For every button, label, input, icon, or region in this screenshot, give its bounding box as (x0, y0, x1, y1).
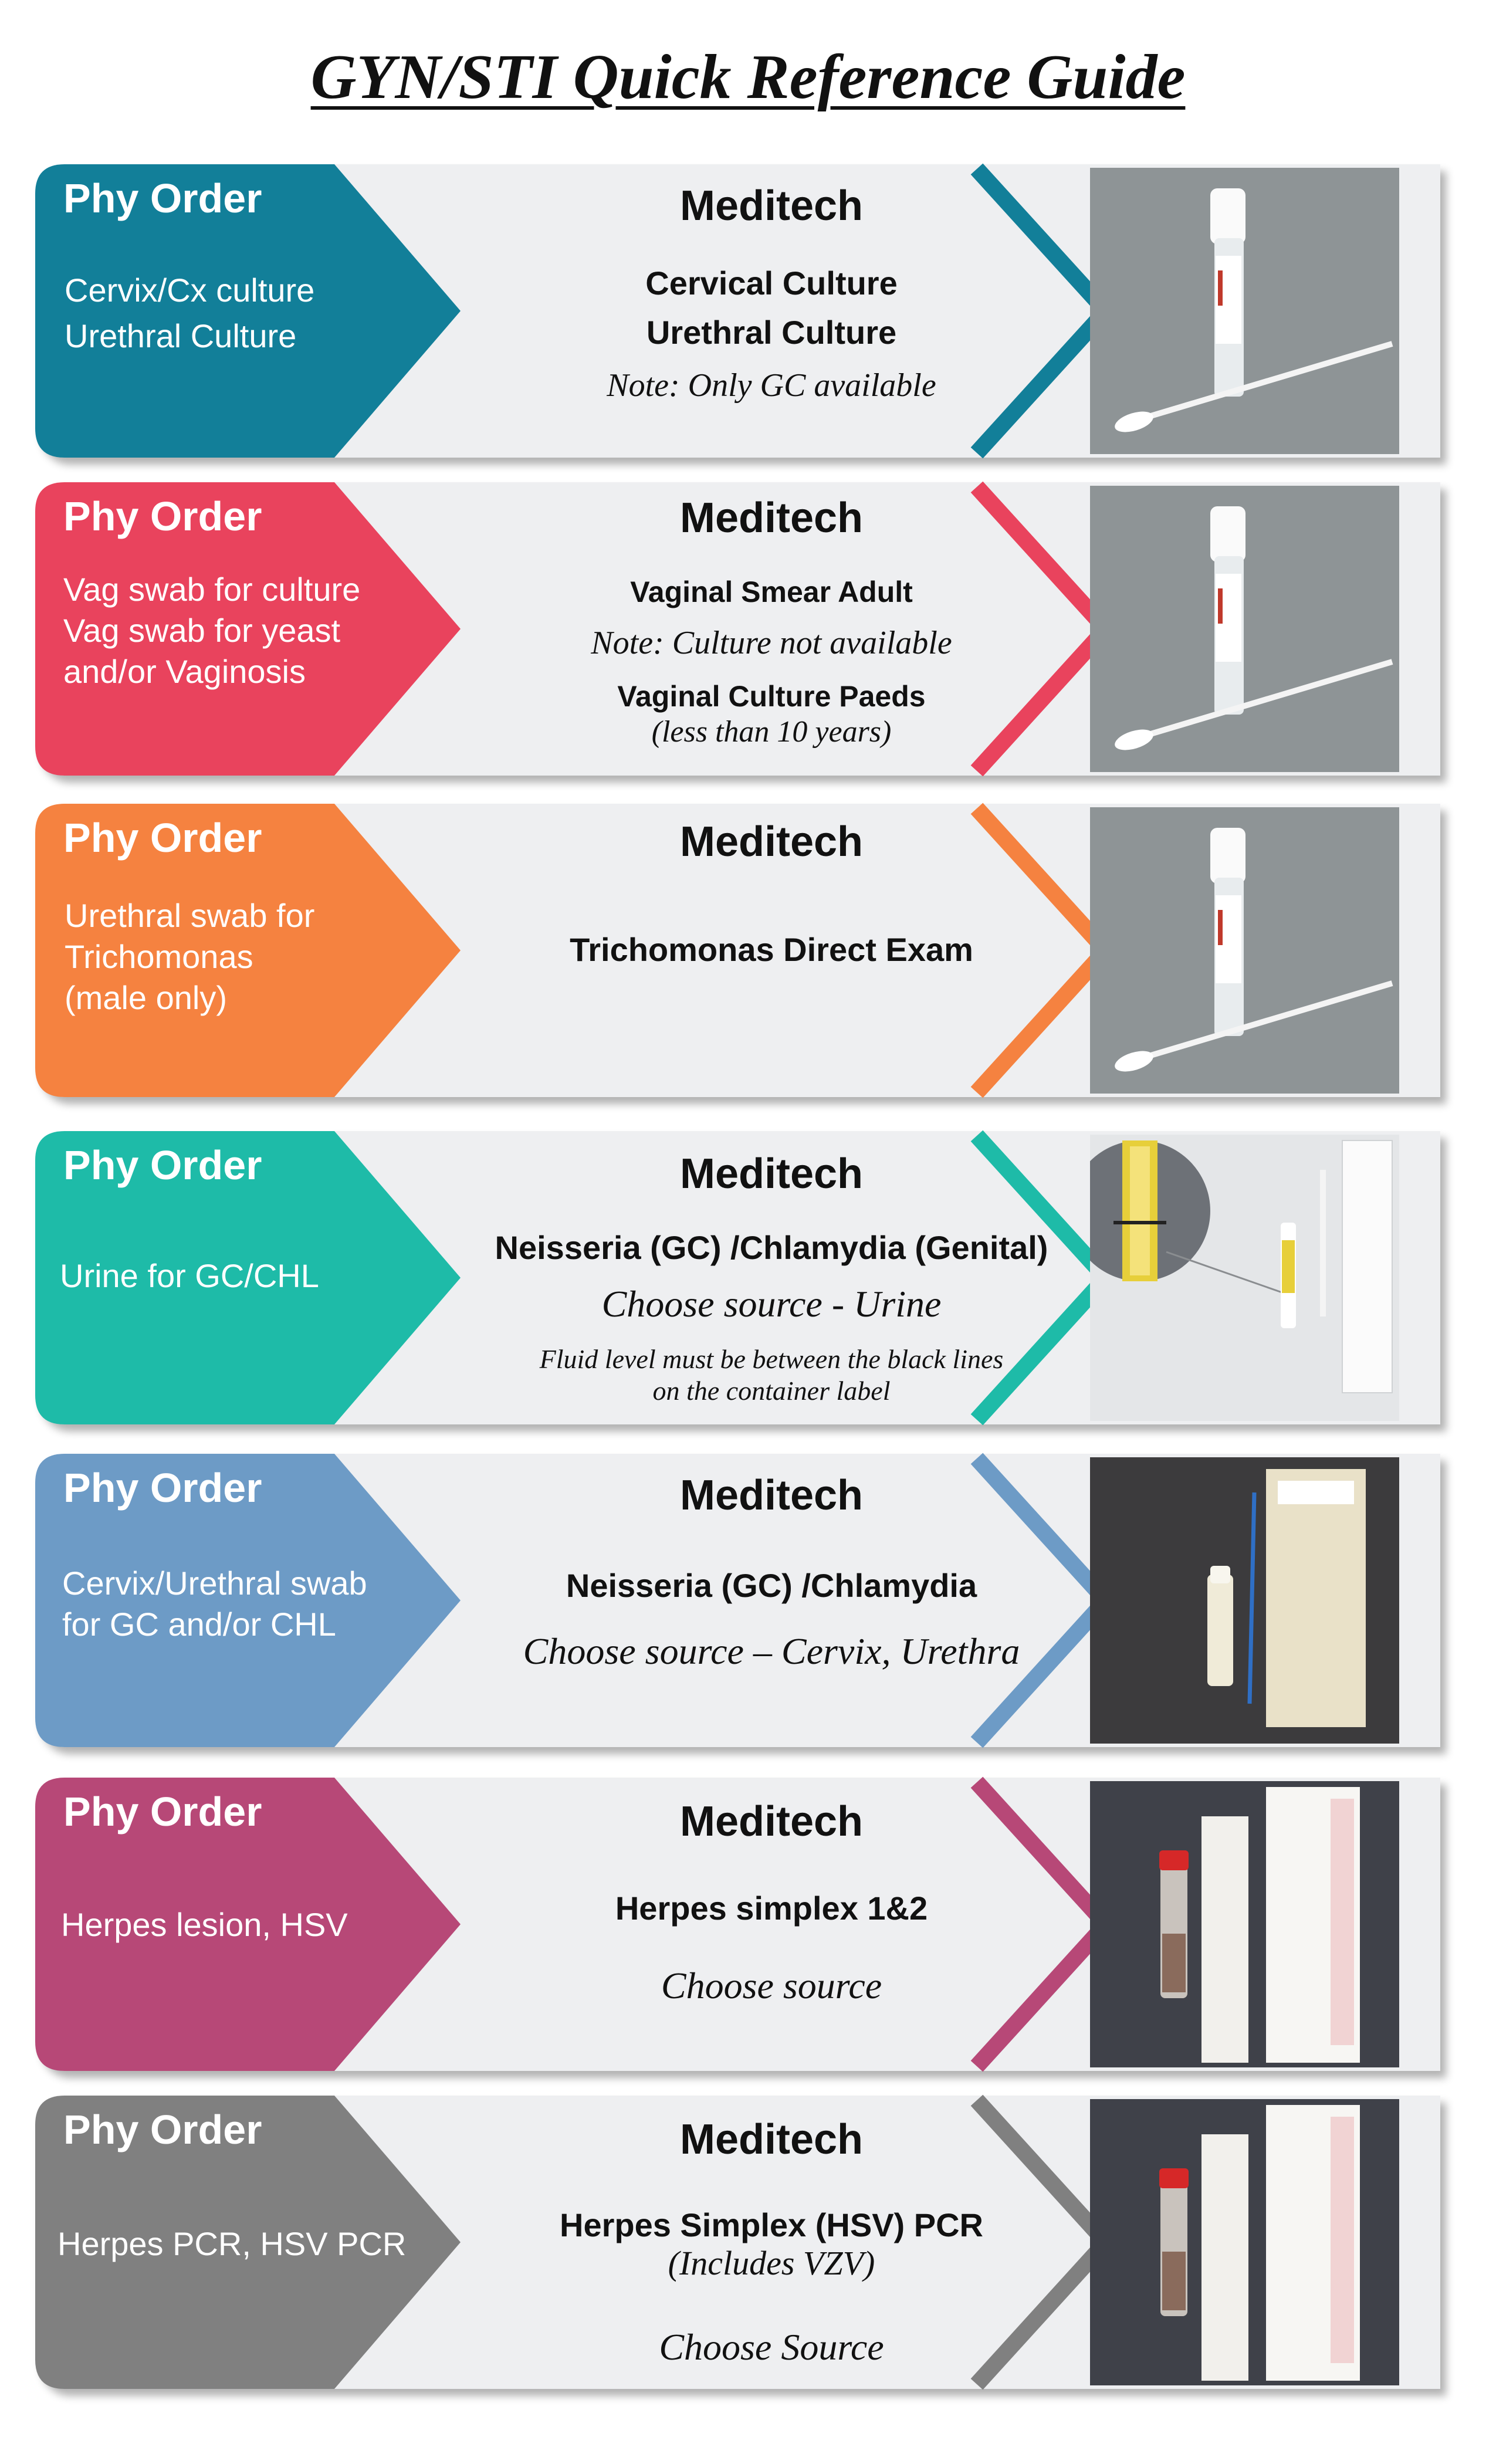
meditech-order: Neisseria (GC) /Chlamydia (Genital) (495, 1229, 1048, 1266)
reference-row-4 (35, 1131, 1455, 1424)
phy-order-title: Phy Order (63, 1142, 262, 1188)
meditech-panel (417, 2096, 1126, 2389)
phy-order-item: Vag swab for culture (63, 571, 361, 608)
meditech-panel (417, 164, 1126, 458)
phy-order-item: for GC and/or CHL (62, 1606, 336, 1643)
meditech-panel (417, 1454, 1126, 1747)
meditech-title: Meditech (679, 818, 864, 865)
swab-tube-photo (1090, 486, 1399, 772)
phy-order-title: Phy Order (63, 1789, 262, 1835)
phy-order-title: Phy Order (63, 175, 262, 221)
meditech-order: Herpes Simplex (HSV) PCR (560, 2206, 983, 2243)
reference-row-6 (35, 1778, 1455, 2071)
reference-row-1 (35, 164, 1455, 458)
reference-row-3 (35, 804, 1455, 1097)
meditech-title: Meditech (679, 2116, 864, 2163)
meditech-title: Meditech (679, 1150, 864, 1197)
meditech-title: Meditech (679, 1798, 864, 1845)
phy-order-item: Herpes PCR, HSV PCR (57, 2225, 407, 2262)
swab-tube-photo (1090, 168, 1399, 454)
meditech-note: Note: Only GC available (607, 367, 936, 404)
phy-order-item: Urine for GC/CHL (60, 1257, 319, 1294)
meditech-panel (417, 1131, 1126, 1424)
meditech-title: Meditech (679, 1472, 864, 1519)
meditech-order: Trichomonas Direct Exam (570, 931, 973, 968)
meditech-title: Meditech (679, 495, 864, 541)
phy-order-item: Herpes lesion, HSV (61, 1906, 348, 1943)
phy-order-item: (male only) (65, 979, 227, 1016)
meditech-order: Vaginal Culture Paeds (617, 680, 926, 713)
meditech-order: Urethral Culture (646, 314, 897, 351)
swab-tube-photo (1090, 807, 1399, 1094)
meditech-note: Choose source – Cervix, Urethra (523, 1630, 1020, 1672)
phy-order-item: Urethral Culture (65, 317, 297, 354)
reference-row-7 (35, 2096, 1455, 2389)
meditech-order: Herpes simplex 1&2 (615, 1890, 928, 1927)
urine-kit-photo (1090, 1135, 1399, 1421)
meditech-panel (417, 1778, 1126, 2071)
meditech-note: on the container label (652, 1376, 891, 1406)
phy-order-item: Vag swab for yeast (63, 612, 341, 649)
meditech-note: Note: Culture not available (591, 625, 952, 661)
phy-order-item: Cervix/Cx culture (65, 272, 315, 309)
meditech-order: Cervical Culture (645, 265, 898, 302)
meditech-order: Neisseria (GC) /Chlamydia (566, 1567, 977, 1604)
reference-row-2 (35, 482, 1455, 776)
meditech-panel (417, 804, 1126, 1097)
phy-order-item: Trichomonas (65, 938, 253, 975)
meditech-panel (417, 482, 1126, 776)
phy-order-title: Phy Order (63, 2107, 262, 2152)
phy-order-item: Urethral swab for (65, 897, 315, 934)
meditech-note: (less than 10 years) (651, 715, 892, 749)
meditech-note: (Includes VZV) (668, 2244, 875, 2282)
meditech-note: Choose source (661, 1965, 882, 2006)
phy-order-title: Phy Order (63, 1465, 262, 1511)
meditech-note: Choose Source (659, 2326, 884, 2368)
hologic-kit-photo (1090, 1457, 1399, 1744)
phy-order-title: Phy Order (63, 493, 262, 539)
reference-row-5 (35, 1454, 1455, 1747)
phy-order-title: Phy Order (63, 815, 262, 861)
meditech-order: Vaginal Smear Adult (630, 576, 913, 608)
meditech-title: Meditech (679, 182, 864, 229)
utm-kit-photo (1090, 2099, 1399, 2385)
phy-order-item: and/or Vaginosis (63, 653, 306, 690)
meditech-note: Choose source - Urine (601, 1283, 942, 1325)
utm-kit-photo (1090, 1781, 1399, 2067)
page-title: GYN/STI Quick Reference Guide (310, 42, 1186, 112)
phy-order-item: Cervix/Urethral swab (62, 1565, 367, 1602)
meditech-note: Fluid level must be between the black lines (539, 1344, 1004, 1374)
